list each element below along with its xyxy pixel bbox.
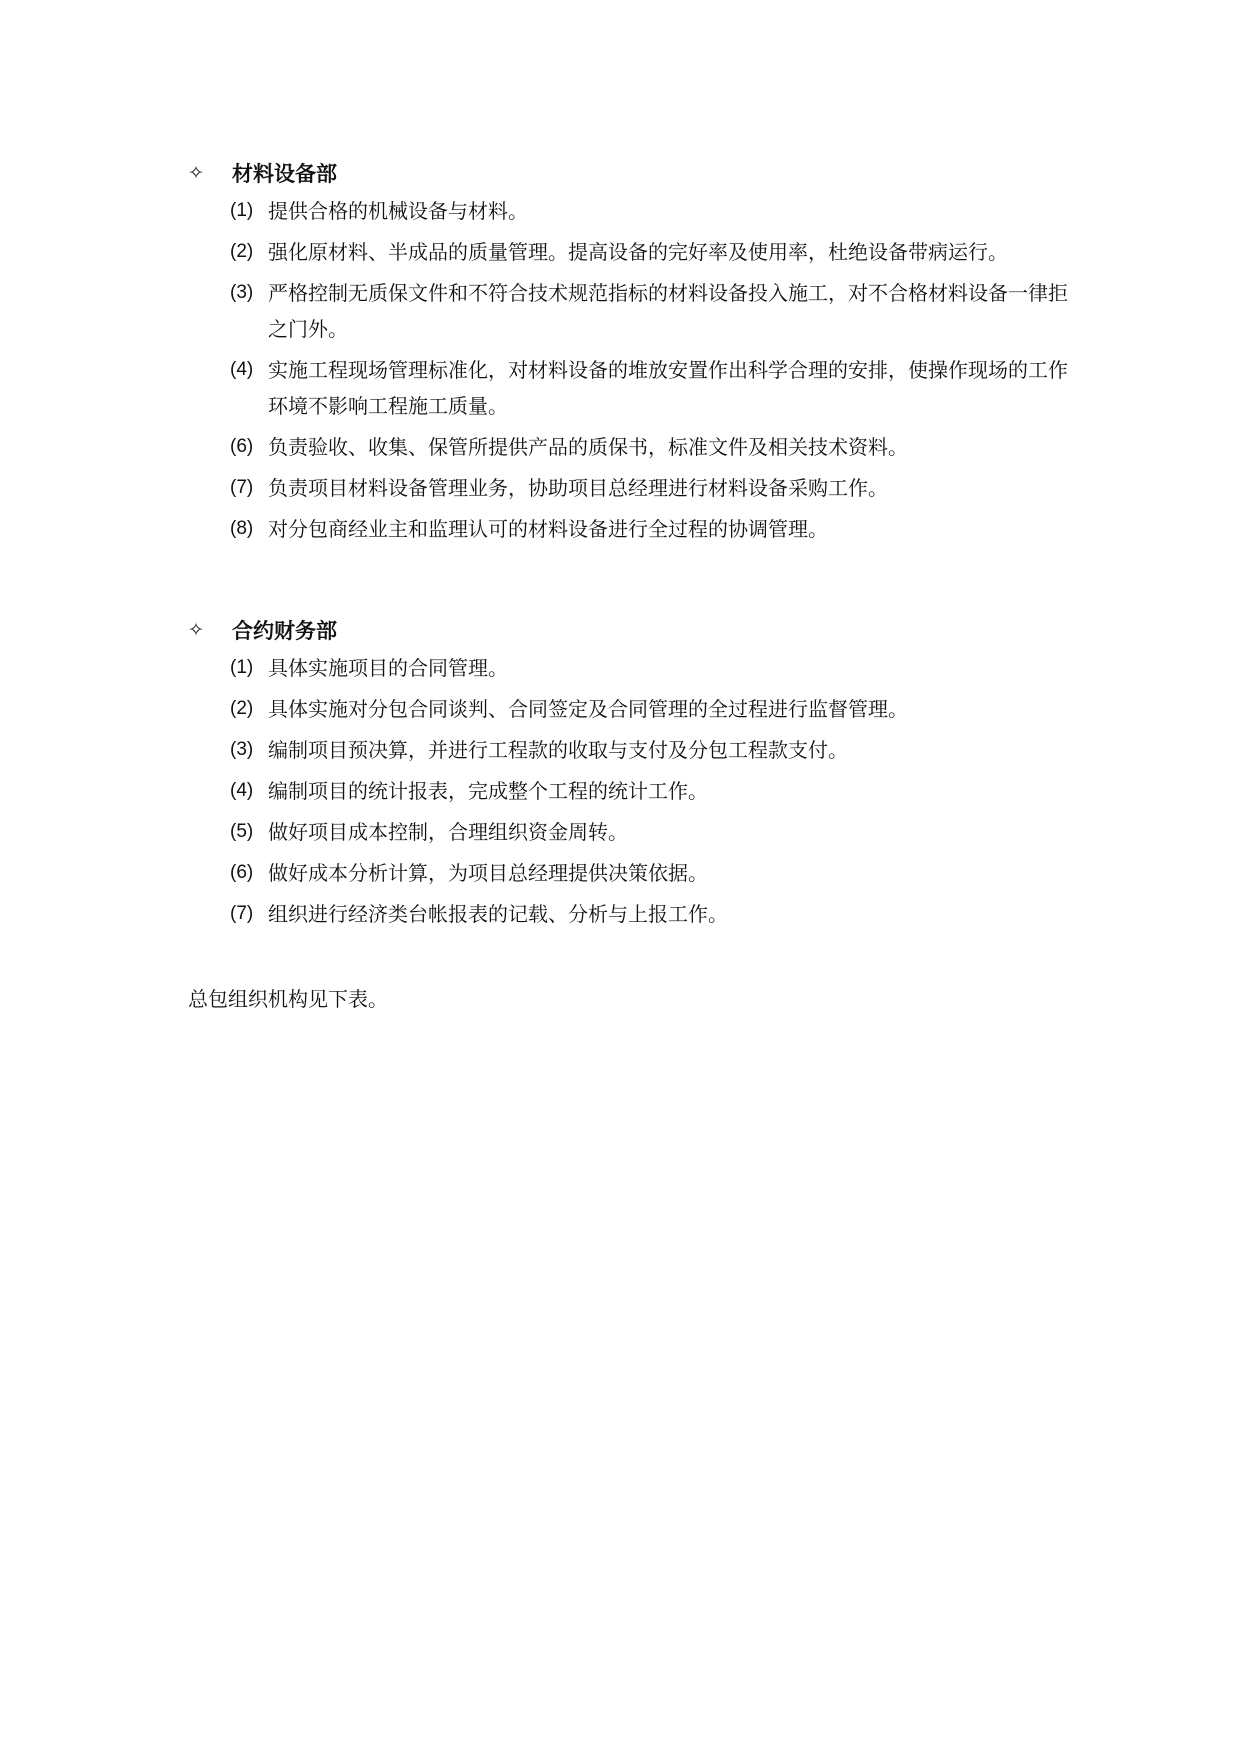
- section-heading: [188, 153, 1068, 193]
- list-item: [230, 773, 1068, 809]
- item-text: 强化原材料、半成品的质量管理。提高设备的完好率及使用率，杜绝设备带病运行。: [268, 240, 1008, 264]
- item-number: (8): [230, 518, 254, 539]
- item-text: 组织进行经济类台帐报表的记载、分析与上报工作。: [268, 902, 728, 926]
- item-text: 编制项目预决算，并进行工程款的收取与支付及分包工程款支付。: [268, 738, 848, 762]
- diamond-bullet-icon: ✧: [188, 162, 204, 184]
- section-materials-equipment: [188, 153, 1068, 552]
- list-item: [230, 855, 1068, 891]
- item-text: 对分包商经业主和监理认可的材料设备进行全过程的协调管理。: [268, 517, 828, 541]
- item-text: 做好成本分析计算，为项目总经理提供决策依据。: [268, 861, 708, 885]
- section-contract-finance: [188, 610, 1068, 937]
- list-item: [230, 814, 1068, 850]
- item-number: (5): [230, 821, 254, 842]
- list-item: [230, 352, 1068, 424]
- item-text: 实施工程现场管理标准化，对材料设备的堆放安置作出科学合理的安排，使操作现场的工作环境不影响工程施工质量。: [268, 358, 1068, 418]
- item-number: (3): [230, 739, 254, 760]
- item-number: (7): [230, 477, 254, 498]
- item-number: (6): [230, 436, 254, 457]
- list-item: [230, 511, 1068, 547]
- section-heading: [188, 610, 1068, 650]
- section-title: 合约财务部: [232, 619, 337, 643]
- item-number: (2): [230, 241, 254, 262]
- list-item: [230, 193, 1068, 229]
- item-text: 具体实施对分包合同谈判、合同签定及合同管理的全过程进行监督管理。: [268, 697, 908, 721]
- item-text: 具体实施项目的合同管理。: [268, 656, 508, 680]
- item-number: (3): [230, 282, 254, 303]
- list-item: [230, 896, 1068, 932]
- item-number: (1): [230, 200, 254, 221]
- list-item: [230, 650, 1068, 686]
- list-item: [230, 234, 1068, 270]
- section-title: 材料设备部: [232, 162, 337, 186]
- item-number: (1): [230, 657, 254, 678]
- item-text: 严格控制无质保文件和不符合技术规范指标的材料设备投入施工，对不合格材料设备一律拒之门外。: [268, 281, 1068, 341]
- list-item: [230, 691, 1068, 727]
- item-text: 做好项目成本控制，合理组织资金周转。: [268, 820, 628, 844]
- diamond-bullet-icon: ✧: [188, 619, 204, 641]
- item-number: (4): [230, 359, 254, 380]
- item-number: (7): [230, 903, 254, 924]
- item-number: (6): [230, 862, 254, 883]
- item-text: 负责项目材料设备管理业务，协助项目总经理进行材料设备采购工作。: [268, 476, 888, 500]
- duty-list: [188, 193, 1068, 547]
- duty-list: [188, 650, 1068, 932]
- item-text: 编制项目的统计报表，完成整个工程的统计工作。: [268, 779, 708, 803]
- closing-sentence: 总包组织机构见下表。: [188, 987, 388, 1011]
- list-item: [230, 470, 1068, 506]
- list-item: [230, 275, 1068, 347]
- item-text: 提供合格的机械设备与材料。: [268, 199, 528, 223]
- item-number: (4): [230, 780, 254, 801]
- item-text: 负责验收、收集、保管所提供产品的质保书，标准文件及相关技术资料。: [268, 435, 908, 459]
- list-item: [230, 732, 1068, 768]
- list-item: [230, 429, 1068, 465]
- item-number: (2): [230, 698, 254, 719]
